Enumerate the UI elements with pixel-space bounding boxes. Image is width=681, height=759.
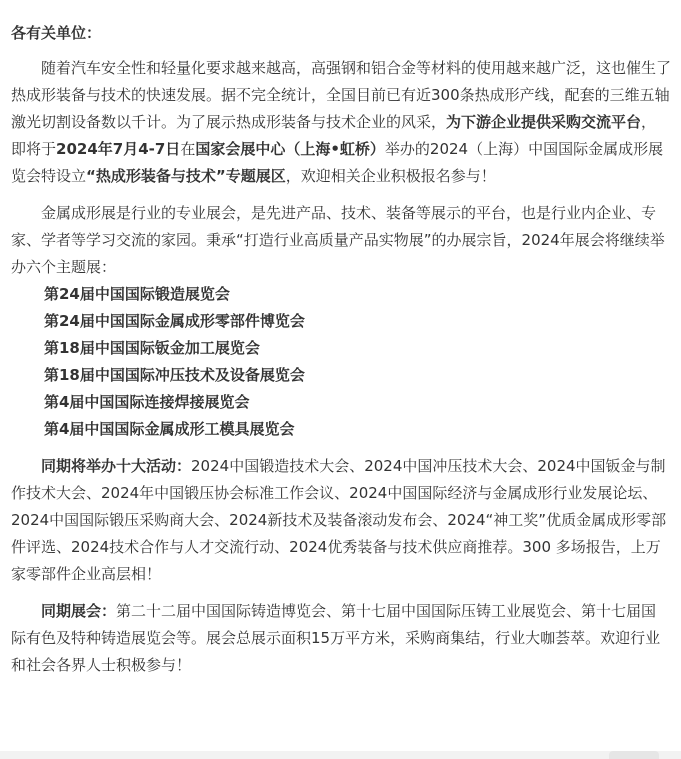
- theme-item: 第18届中国国际冲压技术及设备展览会: [44, 366, 305, 384]
- theme-item: 第24届中国国际金属成形零部件博览会: [44, 312, 305, 330]
- document-body: [11, 20, 671, 679]
- intro-text-b: ，即将于: [11, 113, 657, 158]
- intro-text-d: 举办的2024（上海）中国国际金属成形展览会特设立: [11, 140, 664, 185]
- intro-bold-venue: 国家会展中心（上海•虹桥）: [195, 140, 385, 158]
- theme-exhibition-list: [11, 281, 671, 443]
- concurrent-text: 第二十二届中国国际铸造博览会、第十七届中国国际压铸工业展览会、第十七届国际有色及特种铸造展览会等。展会总展示面积15万平方米，采购商集结，行业大咖荟萃。欢迎行业和社会各界人士积极参与！: [11, 602, 661, 674]
- intro-paragraph: [11, 55, 671, 190]
- activities-label: 同期将举办十大活动：: [41, 457, 192, 475]
- intro-text-e: ，欢迎相关企业积极报名参与！: [285, 167, 496, 185]
- intro-bold-zone: “热成形装备与技术”专题展区: [86, 167, 286, 185]
- intro-text-c: 在: [180, 140, 196, 158]
- theme-item: 第24届中国国际锻造展览会: [44, 285, 230, 303]
- theme-item: 第4届中国国际金属成形工模具展览会: [44, 420, 295, 438]
- theme-item: 第18届中国国际钣金加工展览会: [44, 339, 260, 357]
- intro-bold-platform: 为下游企业提供采购交流平台: [446, 113, 642, 131]
- concurrent-label: 同期展会：: [41, 602, 117, 620]
- activities-paragraph: [11, 453, 671, 588]
- activities-text: 2024中国锻造技术大会、2024中国冲压技术大会、2024中国钣金与制作技术大会、2024年中国锻压协会标准工作会议、2024中国国际经济与金属成形行业发展论坛、2024中国国际锻压采购商大会、2024新技术及装备滚动发布会、2024“神工奖”优质金属成形零部件评选、2024技术合作与人才交流行动、2024优秀装备与技术供应商推荐。300 多场报告，上万家零部件企业高层相！: [11, 457, 667, 583]
- bottom-bar: [0, 751, 681, 759]
- intro-bold-date: 2024年7月4-7日: [56, 140, 181, 158]
- intro-text-a: 随着汽车安全性和轻量化要求越来越高，高强钢和铝合金等材料的使用越来越广泛，这也催生了热成形装备与技术的快速发展。据不完全统计，全国目前已有近300条热成形产线，配套的三维五轴激光切割设备数以千计。为了展示热成形装备与技术企业的风采，: [11, 59, 672, 131]
- concurrent-paragraph: [11, 598, 671, 679]
- exhibition-paragraph: 金属成形展是行业的专业展会，是先进产品、技术、装备等展示的平台，也是行业内企业、专家、学者等学习交流的家园。秉承“打造行业高质量产品实物展”的办展宗旨，2024年展会将继续举办六个主题展：: [11, 204, 665, 276]
- bottom-mark: [609, 751, 659, 759]
- theme-item: 第4届中国国际连接焊接展览会: [44, 393, 250, 411]
- salutation: 各有关单位：: [11, 24, 102, 42]
